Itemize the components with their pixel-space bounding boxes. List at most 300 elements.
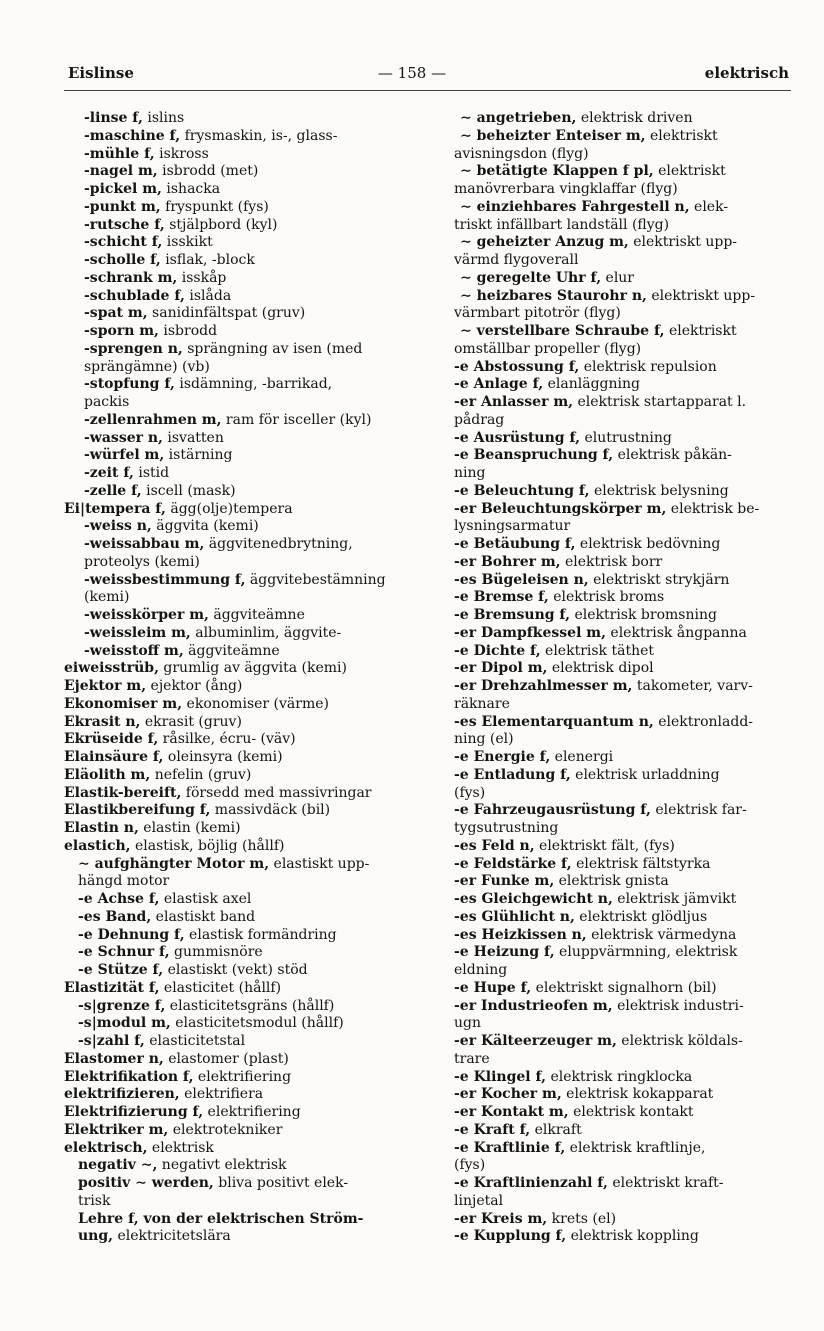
entry-headword: -er Dipol m, xyxy=(454,660,548,677)
entry-headword: -er Beleuchtungskörper m, xyxy=(454,500,667,517)
entry-headword: -e Dichte f, xyxy=(454,642,541,659)
entry-headword: -s|zahl f, xyxy=(78,1033,145,1049)
entry-headword: -er Anlasser m, xyxy=(454,394,574,410)
right-column xyxy=(454,110,790,1246)
dictionary-entry-line xyxy=(64,128,417,146)
entry-translation: äggvita (kemi) xyxy=(151,518,259,535)
dictionary-entry-line xyxy=(64,252,417,270)
entry-translation: elektriskt upp- xyxy=(628,234,738,251)
dictionary-entry-line xyxy=(64,412,417,430)
entry-translation: pådrag xyxy=(454,411,505,428)
dictionary-entry-line xyxy=(64,305,417,323)
entry-translation: elastiskt band xyxy=(151,908,256,925)
entry-translation: packis xyxy=(84,394,130,410)
entry-headword: -e Kraft f, xyxy=(454,1121,531,1138)
dictionary-entry-line xyxy=(64,980,417,998)
entry-translation: sprängämne) (vb) xyxy=(84,358,210,375)
entry-translation: ishacka xyxy=(161,181,221,197)
entry-headword: ∼ einziehbares Fahrgestell n, xyxy=(460,198,690,215)
dictionary-entry-line xyxy=(64,909,417,927)
entry-translation: äggvitebestämning xyxy=(245,571,386,588)
dictionary-entry-line xyxy=(454,465,790,483)
dictionary-entry-line xyxy=(454,554,790,572)
header-left-guide-word: Eislinse xyxy=(68,64,134,82)
entry-translation: tygsutrustning xyxy=(454,820,559,836)
entry-translation: elasticitetsgräns (hållf) xyxy=(165,997,335,1014)
entry-translation: ning (el) xyxy=(454,731,514,748)
entry-translation: råsilke, écru- (väv) xyxy=(158,731,296,748)
dictionary-entry-line xyxy=(454,323,790,341)
entry-headword: Ei|tempera f, xyxy=(64,500,166,517)
entry-headword: -pickel m, xyxy=(84,181,162,197)
entry-translation: elek- xyxy=(689,198,729,215)
dictionary-entry-line xyxy=(454,412,790,430)
dictionary-entry-line xyxy=(454,607,790,625)
entry-headword: -nagel m, xyxy=(84,163,158,180)
entry-headword: -weissabbau m, xyxy=(84,536,205,552)
dictionary-entry-line xyxy=(454,146,790,164)
dictionary-entry-line xyxy=(454,163,790,181)
entry-headword: -s|modul m, xyxy=(78,1015,171,1032)
entry-headword: elektrisch, xyxy=(64,1139,148,1156)
entry-headword: -e Kraftlinienzahl f, xyxy=(454,1175,608,1191)
entry-translation: elektrisk belysning xyxy=(589,482,729,499)
entry-translation: elektrisk kontakt xyxy=(568,1104,694,1120)
entry-headword: -er Kälteerzeuger m, xyxy=(454,1033,617,1049)
entry-headword: ∼ geheizter Anzug m, xyxy=(460,234,629,251)
entry-headword: -e Kupplung f, xyxy=(454,1228,567,1245)
entry-headword: -sporn m, xyxy=(84,323,159,339)
entry-translation: elektrisk ångpanna xyxy=(605,624,747,641)
entry-translation: värmd flygoverall xyxy=(454,252,579,268)
entry-headword: -er Kocher m, xyxy=(454,1086,562,1103)
entry-translation: grumlig av äggvita (kemi) xyxy=(158,660,347,677)
entry-translation: elasticitetsmodul (hållf) xyxy=(170,1015,344,1032)
entry-headword: elektrifizieren, xyxy=(64,1086,180,1103)
entry-headword: -punkt m, xyxy=(84,198,161,215)
left-column xyxy=(64,110,417,1246)
dictionary-entry-line xyxy=(454,536,790,554)
entry-headword: -rutsche f, xyxy=(84,216,165,233)
dictionary-entry-line xyxy=(454,980,790,998)
dictionary-entry-line xyxy=(454,1069,790,1087)
entry-headword: -es Heizkissen n, xyxy=(454,926,587,943)
entry-headword: -es Bügeleisen n, xyxy=(454,571,589,588)
dictionary-entry-line xyxy=(64,341,417,359)
dictionary-entry-line xyxy=(454,217,790,235)
entry-translation: sanidinfältspat (gruv) xyxy=(147,305,306,322)
dictionary-entry-line xyxy=(454,128,790,146)
dictionary-entry-line xyxy=(454,288,790,306)
dictionary-entry-line xyxy=(64,802,417,820)
dictionary-entry-line xyxy=(454,572,790,590)
entry-headword: Elastin n, xyxy=(64,820,139,836)
entry-headword: -wasser n, xyxy=(84,429,163,446)
entry-headword: ∼ geregelte Uhr f, xyxy=(460,269,602,286)
dictionary-entry-line xyxy=(454,1193,790,1211)
dictionary-entry-line xyxy=(454,998,790,1016)
dictionary-entry-line xyxy=(454,678,790,696)
dictionary-entry-line xyxy=(64,323,417,341)
entry-headword: -maschine f, xyxy=(84,127,181,144)
entry-translation: elektriskt fält, (fys) xyxy=(534,837,675,854)
entry-headword: ∼ heizbares Staurohr n, xyxy=(460,287,647,304)
entry-headword: -er Kreis m, xyxy=(454,1210,548,1227)
entry-translation: eldning xyxy=(454,962,508,978)
entry-translation: (fys) xyxy=(454,1157,486,1174)
dictionary-entry-line xyxy=(64,660,417,678)
entry-headword: ung, xyxy=(78,1228,114,1245)
dictionary-entry-line xyxy=(454,891,790,909)
dictionary-entry-line xyxy=(64,465,417,483)
dictionary-entry-line xyxy=(64,944,417,962)
entry-headword: -e Betäubung f, xyxy=(454,536,576,552)
dictionary-entry-line xyxy=(454,820,790,838)
entry-translation: elastisk axel xyxy=(159,891,252,907)
entry-headword: Elastik-bereift, xyxy=(64,784,182,801)
entry-translation: elektrisk täthet xyxy=(540,642,655,659)
entry-headword: -e Beanspruchung f, xyxy=(454,447,614,464)
dictionary-entry-line xyxy=(64,1175,417,1193)
header-right-guide-word: elektrisch xyxy=(704,64,789,82)
entry-headword: -er Drehzahlmesser m, xyxy=(454,678,633,694)
dictionary-entry-line xyxy=(64,838,417,856)
entry-translation: elektrisk påkän- xyxy=(613,447,732,464)
entry-translation: elur xyxy=(601,269,634,286)
entry-headword: Ekrasit n, xyxy=(64,713,141,730)
entry-headword: Elektrifizierung f, xyxy=(64,1104,204,1120)
entry-headword: eiweisstrüb, xyxy=(64,660,159,677)
entry-translation: manövrerbara vingklaffar (flyg) xyxy=(454,181,678,197)
entry-translation: oleinsyra (kemi) xyxy=(163,749,283,765)
entry-translation: ram för isceller (kyl) xyxy=(221,411,372,428)
entry-translation: elektrisk repulsion xyxy=(579,358,717,375)
entry-headword: -weiss n, xyxy=(84,518,152,535)
entry-translation: elektrisk köldals- xyxy=(616,1033,743,1049)
entry-headword: Elektrifikation f, xyxy=(64,1068,194,1085)
dictionary-entry-line xyxy=(64,1015,417,1033)
entry-translation: elastomer (plast) xyxy=(163,1050,289,1067)
dictionary-entry-line xyxy=(64,856,417,874)
entry-headword: Ejektor m, xyxy=(64,678,147,694)
entry-translation: ekonomiser (värme) xyxy=(182,695,329,712)
entry-translation: trare xyxy=(454,1050,490,1067)
entry-translation: takometer, varv- xyxy=(632,678,753,694)
entry-headword: -e Heizung f, xyxy=(454,944,555,961)
dictionary-entry-line xyxy=(64,536,417,554)
entry-headword: Lehre f, von der elektrischen Ström- xyxy=(78,1210,364,1227)
entry-translation: isskikt xyxy=(162,234,213,251)
dictionary-entry-line xyxy=(64,1193,417,1211)
entry-translation: (kemi) xyxy=(84,589,130,606)
entry-translation: isvatten xyxy=(162,429,224,446)
entry-translation: elastisk formändring xyxy=(184,926,337,943)
page-number: — 158 — xyxy=(377,64,447,82)
entry-translation: värmbart pitotrör (flyg) xyxy=(454,305,621,322)
dictionary-entry-line xyxy=(64,430,417,448)
dictionary-entry-line xyxy=(64,217,417,235)
entry-translation: elektriskt xyxy=(664,323,737,339)
dictionary-entry-line xyxy=(454,1104,790,1122)
dictionary-entry-line xyxy=(454,927,790,945)
dictionary-entry-line xyxy=(64,749,417,767)
dictionary-entry-line xyxy=(64,643,417,661)
entry-translation: försedd med massivringar xyxy=(181,784,372,801)
entry-translation: albuminlim, äggvite- xyxy=(190,624,342,641)
entry-translation: elektrisk broms xyxy=(548,589,665,606)
dictionary-entry-line xyxy=(64,785,417,803)
entry-translation: isbrodd xyxy=(158,323,218,339)
dictionary-entry-line xyxy=(64,447,417,465)
entry-translation: elektrisk borr xyxy=(560,553,663,570)
entry-headword: ∼ betätigte Klappen f pl, xyxy=(460,163,654,180)
entry-translation: ekrasit (gruv) xyxy=(140,713,242,730)
dictionary-entry-line xyxy=(64,288,417,306)
entry-translation: lysningsarmatur xyxy=(454,518,571,535)
entry-translation: elektriskt signalhorn (bil) xyxy=(531,979,717,996)
entry-headword: -er Dampfkessel m, xyxy=(454,624,606,641)
entry-headword: Ekonomiser m, xyxy=(64,695,183,712)
entry-translation: elektrisk kokapparat xyxy=(561,1086,714,1103)
entry-translation: negativt elektrisk xyxy=(157,1157,287,1174)
entry-translation: elektrisk far- xyxy=(650,802,747,819)
entry-headword: -schrank m, xyxy=(84,269,178,286)
entry-headword: -e Anlage f, xyxy=(454,376,544,393)
entry-translation: räknare xyxy=(454,695,510,712)
entry-translation: elektrisk bedövning xyxy=(575,536,721,552)
dictionary-entry-line xyxy=(64,962,417,980)
dictionary-entry-line xyxy=(64,589,417,607)
entry-translation: elastiskt upp- xyxy=(269,855,370,872)
entry-translation: iskross xyxy=(154,145,209,162)
dictionary-entry-line xyxy=(64,234,417,252)
entry-translation: elektrisk koppling xyxy=(566,1228,699,1245)
entry-headword: -e Abstossung f, xyxy=(454,358,580,375)
entry-headword: -scholle f, xyxy=(84,252,161,268)
dictionary-entry-line xyxy=(64,891,417,909)
entry-headword: -schublade f, xyxy=(84,287,185,304)
dictionary-entry-line xyxy=(64,1069,417,1087)
entry-translation: elektrisk jämvikt xyxy=(612,891,737,907)
entry-translation: (fys) xyxy=(454,784,486,801)
entry-headword: -e Fahrzeugausrüstung f, xyxy=(454,802,651,819)
entry-headword: -sprengen n, xyxy=(84,340,183,357)
dictionary-entry-line xyxy=(454,873,790,891)
dictionary-entry-line xyxy=(454,234,790,252)
entry-headword: -weisskörper m, xyxy=(84,607,209,623)
dictionary-entry-line xyxy=(454,430,790,448)
entry-headword: elastich, xyxy=(64,837,131,854)
dictionary-entry-line xyxy=(64,1157,417,1175)
dictionary-entry-line xyxy=(454,110,790,128)
dictionary-entry-line xyxy=(454,625,790,643)
dictionary-entry-line xyxy=(64,483,417,501)
dictionary-entry-line xyxy=(64,394,417,412)
dictionary-entry-line xyxy=(454,518,790,536)
entry-translation: elektrisk industri- xyxy=(612,997,744,1014)
entry-translation: elektrisk ringklocka xyxy=(546,1068,693,1085)
entry-translation: ning xyxy=(454,465,486,481)
entry-headword: -es Band, xyxy=(78,908,152,925)
entry-translation: elektricitetslära xyxy=(113,1228,231,1245)
entry-translation: nefelin (gruv) xyxy=(150,766,252,783)
entry-translation: elektriskt xyxy=(645,127,718,144)
entry-translation: elastin (kemi) xyxy=(138,820,241,836)
dictionary-entry-line xyxy=(64,376,417,394)
entry-translation: proteolys (kemi) xyxy=(84,553,200,570)
entry-translation: islins xyxy=(142,110,185,126)
dictionary-entry-line xyxy=(64,873,417,891)
entry-headword: -e Schnur f, xyxy=(78,944,170,961)
dictionary-entry-line xyxy=(64,714,417,732)
entry-headword: -weisstoff m, xyxy=(84,642,184,659)
entry-translation: krets (el) xyxy=(547,1210,617,1227)
entry-translation: elektriskt upp- xyxy=(646,287,756,304)
entry-translation: eluppvärmning, elektrisk xyxy=(554,944,738,961)
dictionary-entry-line xyxy=(64,518,417,536)
entry-headword: Elektriker m, xyxy=(64,1121,169,1138)
dictionary-entry-line xyxy=(454,1051,790,1069)
dictionary-entry-line xyxy=(454,1211,790,1229)
dictionary-entry-line xyxy=(454,501,790,519)
entry-headword: -e Stütze f, xyxy=(78,962,164,978)
entry-headword: Elainsäure f, xyxy=(64,749,164,765)
entry-translation: elasticitet (hållf) xyxy=(159,979,282,996)
dictionary-entry-line xyxy=(454,962,790,980)
entry-translation: isbrodd (met) xyxy=(157,163,259,180)
entry-translation: elektrisk driven xyxy=(576,110,693,126)
entry-translation: hängd motor xyxy=(78,873,170,890)
dictionary-entry-line xyxy=(64,1211,417,1229)
dictionary-entry-line xyxy=(454,856,790,874)
entry-headword: -e Feldstärke f, xyxy=(454,855,572,872)
dictionary-entry-line xyxy=(454,767,790,785)
entry-translation: sprängning av isen (med xyxy=(182,340,363,357)
entry-headword: ∼ aufghängter Motor m, xyxy=(78,855,270,872)
dictionary-entry-line xyxy=(64,501,417,519)
dictionary-entry-line xyxy=(454,252,790,270)
dictionary-entry-line xyxy=(454,359,790,377)
dictionary-entry-line xyxy=(454,199,790,217)
entry-translation: elektriskt kraft- xyxy=(607,1175,724,1191)
entry-translation: äggvitenedbrytning, xyxy=(204,536,353,552)
entry-translation: äggviteämne xyxy=(183,642,280,659)
dictionary-entry-line xyxy=(454,376,790,394)
entry-headword: -er Bohrer m, xyxy=(454,553,561,570)
entry-translation: elektriskt strykjärn xyxy=(588,571,730,588)
entry-headword: -e Achse f, xyxy=(78,891,160,907)
entry-headword: ∼ beheizter Enteiser m, xyxy=(460,127,646,144)
entry-headword: ∼ verstellbare Schraube f, xyxy=(460,323,665,339)
dictionary-entry-line xyxy=(64,1086,417,1104)
dictionary-entry-line xyxy=(454,696,790,714)
entry-translation: ejektor (ång) xyxy=(146,678,243,694)
dictionary-entry-line xyxy=(64,767,417,785)
entry-headword: -linse f, xyxy=(84,110,143,126)
dictionary-entry-line xyxy=(454,483,790,501)
entry-headword: ∼ angetrieben, xyxy=(460,110,577,126)
dictionary-entry-line xyxy=(454,838,790,856)
entry-headword: -er Kontakt m, xyxy=(454,1104,569,1120)
dictionary-entry-line xyxy=(454,714,790,732)
entry-translation: elektriskt glödljus xyxy=(574,908,708,925)
dictionary-entry-line xyxy=(64,820,417,838)
dictionary-entry-line xyxy=(64,1033,417,1051)
entry-translation: elektrifiering xyxy=(193,1068,292,1085)
entry-translation: elastisk, böjlig (hållf) xyxy=(130,837,285,854)
entry-translation: trisk xyxy=(78,1192,111,1209)
entry-translation: frysmaskin, is-, glass- xyxy=(180,127,338,144)
dictionary-entry-line xyxy=(454,1140,790,1158)
dictionary-entry-line xyxy=(454,1033,790,1051)
entry-translation: äggviteämne xyxy=(208,607,305,623)
entry-translation: elutrustning xyxy=(580,429,672,446)
entry-translation: elektrisk fältstyrka xyxy=(571,855,711,872)
dictionary-entry-line xyxy=(64,163,417,181)
entry-translation: stjälpbord (kyl) xyxy=(164,216,278,233)
dictionary-entry-line xyxy=(64,1140,417,1158)
header-rule xyxy=(64,90,791,91)
entry-headword: -es Glühlicht n, xyxy=(454,908,575,925)
dictionary-entry-line xyxy=(64,1051,417,1069)
entry-headword: -es Feld n, xyxy=(454,837,535,854)
dictionary-entry-line xyxy=(454,181,790,199)
dictionary-entry-line xyxy=(64,625,417,643)
dictionary-entry-line xyxy=(454,394,790,412)
entry-headword: -e Energie f, xyxy=(454,749,551,765)
dictionary-entry-line xyxy=(454,643,790,661)
dictionary-entry-line xyxy=(64,1104,417,1122)
dictionary-entry-line xyxy=(454,909,790,927)
entry-headword: Elastikbereifung f, xyxy=(64,802,211,819)
dictionary-entry-line xyxy=(64,731,417,749)
dictionary-entry-line xyxy=(454,802,790,820)
entry-translation: elektrisk gnista xyxy=(554,873,669,890)
entry-headword: -es Gleichgewicht n, xyxy=(454,891,613,907)
entry-headword: -e Bremse f, xyxy=(454,589,549,606)
entry-translation: elektrifiera xyxy=(179,1086,264,1103)
dictionary-entry-line xyxy=(454,1175,790,1193)
dictionary-entry-line xyxy=(454,1157,790,1175)
entry-headword: -er Funke m, xyxy=(454,873,555,890)
dictionary-entry-line xyxy=(454,1015,790,1033)
entry-translation: elektriskt xyxy=(653,163,726,180)
dictionary-entry-line xyxy=(454,1228,790,1246)
entry-translation: elektrisk värmedyna xyxy=(586,926,737,943)
dictionary-entry-line xyxy=(64,270,417,288)
entry-headword: -s|grenze f, xyxy=(78,997,166,1014)
entry-headword: -stopfung f, xyxy=(84,376,175,393)
entry-translation: isflak, -block xyxy=(160,252,255,268)
entry-translation: isskåp xyxy=(177,269,227,286)
entry-translation: elektrisk be- xyxy=(666,500,760,517)
entry-translation: elkraft xyxy=(530,1121,582,1138)
dictionary-entry-line xyxy=(64,554,417,572)
dictionary-entry-line xyxy=(64,181,417,199)
entry-translation: islåda xyxy=(184,287,232,304)
entry-translation: gummisnöre xyxy=(169,944,263,961)
dictionary-entry-line xyxy=(64,998,417,1016)
entry-translation: elektrisk urladdning xyxy=(570,766,720,783)
entry-headword: Ekrüseide f, xyxy=(64,731,159,748)
dictionary-entry-line xyxy=(64,678,417,696)
entry-headword: -e Ausrüstung f, xyxy=(454,429,581,446)
dictionary-entry-line xyxy=(454,1086,790,1104)
entry-translation: elasticitetstal xyxy=(144,1033,246,1049)
dictionary-entry-line xyxy=(454,944,790,962)
dictionary-entry-line xyxy=(454,1122,790,1140)
entry-headword: -spat m, xyxy=(84,305,148,322)
